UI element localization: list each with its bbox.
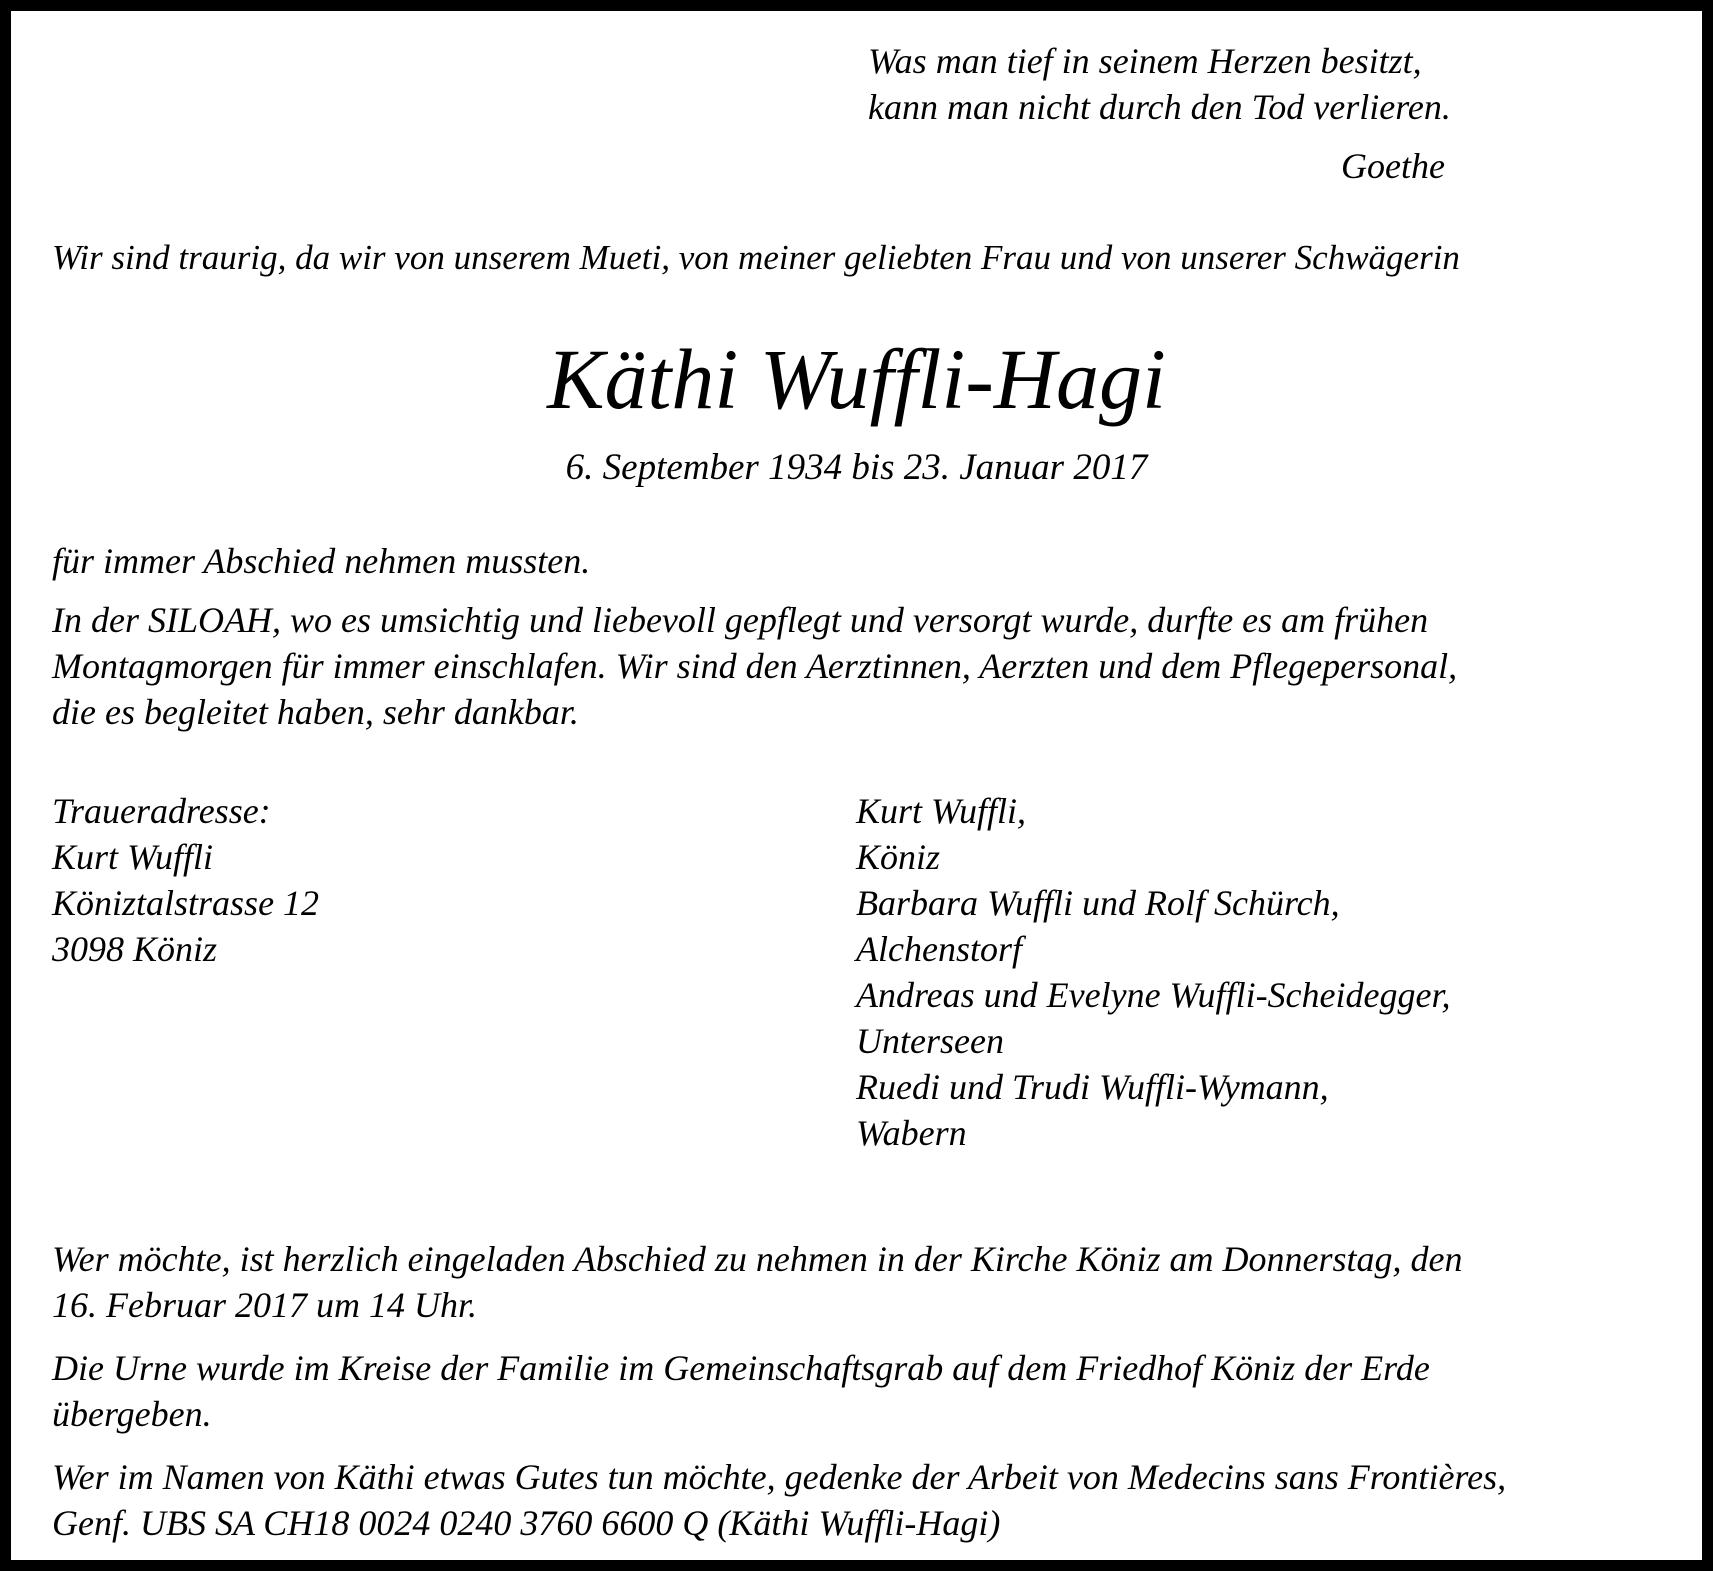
quote-line-1: Was man tief in seinem Herzen besitzt,: [868, 41, 1422, 81]
life-dates: 6. September 1934 bis 23. Januar 2017: [565, 447, 1148, 488]
thanks-line-2: Montagmorgen für immer einschlafen. Wir sind den Aerztinnen, Aerzten und dem Pflegepersonal,: [52, 646, 1458, 686]
address-heading: Traueradresse:: [52, 791, 271, 831]
mourner-line: Andreas und Evelyne Wuffli-Scheidegger,: [856, 975, 1451, 1015]
donation-line-2: Genf. UBS SA CH18 0024 0240 3760 6600 Q (Käthi Wuffli-Hagi): [52, 1503, 1001, 1543]
mourner-line: Unterseen: [856, 1021, 1004, 1061]
mourner-line: Barbara Wuffli und Rolf Schürch,: [856, 883, 1340, 923]
thanks-line-3: die es begleitet haben, sehr dankbar.: [52, 692, 579, 732]
service-line-2: 16. Februar 2017 um 14 Uhr.: [52, 1285, 478, 1325]
farewell-text: für immer Abschied nehmen mussten.: [52, 541, 591, 581]
address-city: 3098 Köniz: [52, 929, 218, 969]
mourner-line: Kurt Wuffli,: [856, 791, 1027, 831]
mourner-line: Ruedi und Trudi Wuffli-Wymann,: [856, 1067, 1329, 1107]
urn-line-1: Die Urne wurde im Kreise der Familie im Gemeinschaftsgrab auf dem Friedhof Köniz der Erde: [52, 1348, 1430, 1388]
quote-author: Goethe: [1341, 146, 1445, 186]
address-name: Kurt Wuffli: [52, 837, 214, 877]
thanks-line-1: In der SILOAH, wo es umsichtig und liebevoll gepflegt und versorgt wurde, durfte es am frühen: [52, 600, 1429, 640]
urn-line-2: übergeben.: [52, 1394, 212, 1434]
donation-line-1: Wer im Namen von Käthi etwas Gutes tun möchte, gedenke der Arbeit von Medecins sans Frontières,: [52, 1457, 1507, 1497]
quote-line-2: kann man nicht durch den Tod verlieren.: [868, 87, 1451, 127]
mourner-line: Wabern: [856, 1113, 967, 1153]
service-line-1: Wer möchte, ist herzlich eingeladen Abschied zu nehmen in der Kirche Köniz am Donnerstag, den: [52, 1239, 1463, 1279]
mourner-line: Alchenstorf: [856, 929, 1022, 969]
mourner-line: Köniz: [856, 837, 941, 877]
intro-text: Wir sind traurig, da wir von unserem Mueti, von meiner geliebten Frau und von unserer Schwägerin: [52, 238, 1460, 277]
address-street: Köniztalstrasse 12: [52, 883, 320, 923]
deceased-name: Käthi Wuffli-Hagi: [547, 331, 1166, 427]
